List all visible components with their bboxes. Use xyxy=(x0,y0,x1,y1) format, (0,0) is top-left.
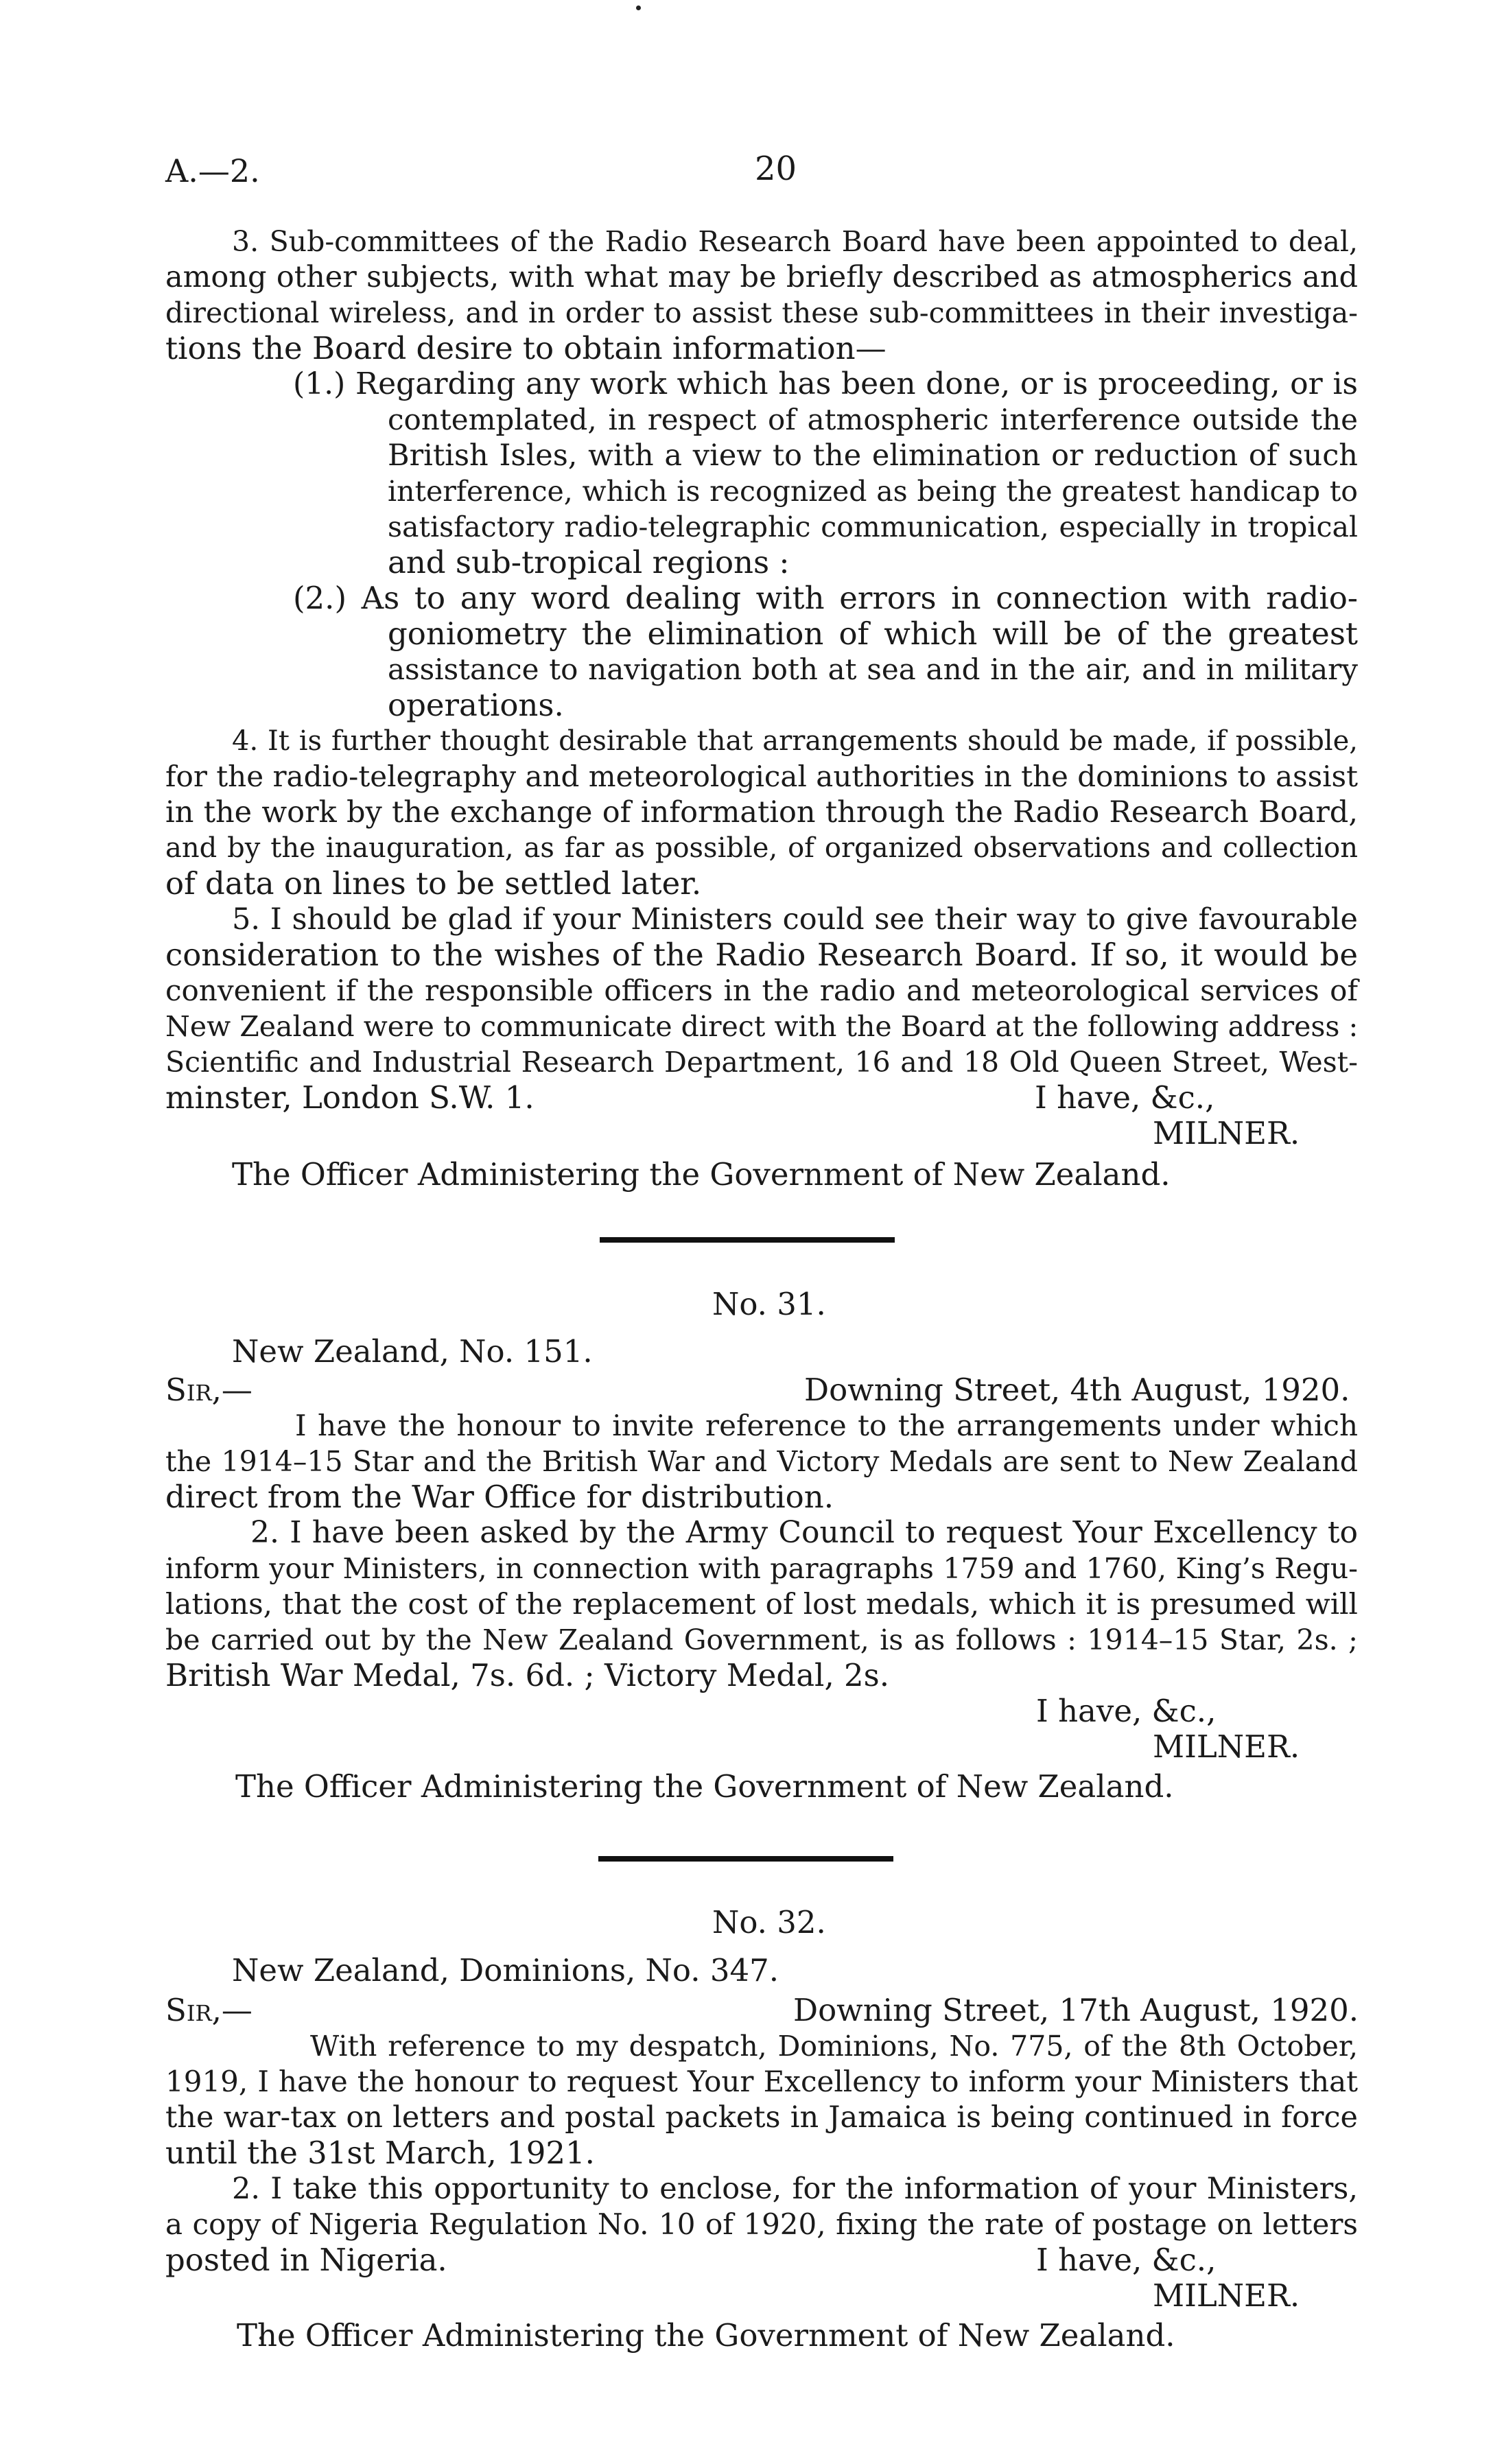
letter-reference: New Zealand, Dominions, No. 347. xyxy=(232,1952,779,1988)
paragraph-line: posted in Nigeria. xyxy=(165,2242,447,2278)
paragraph-line: inform your Ministers, in connection with paragraphs 1759 and 1760, King’s Regu- xyxy=(165,1552,1358,1585)
list-item-line: (2.) As to any word dealing with errors in connection with radio- xyxy=(293,580,1358,616)
paragraph-line: among other subjects, with what may be briefly described as atmospherics and xyxy=(165,260,1358,294)
salutation-initial: S xyxy=(165,1992,187,2028)
list-item-line: (1.) Regarding any work which has been done, or is proceeding, or is xyxy=(293,366,1358,401)
closing: I have, &c., xyxy=(1036,1693,1217,1729)
signature: MILNER. xyxy=(1153,1728,1300,1765)
page-number: 20 xyxy=(755,150,797,188)
list-item-line: goniometry the elimination of which will be of the greatest xyxy=(388,615,1358,652)
list-item-line: satisfactory radio-telegraphic communication, especially in tropical xyxy=(388,511,1358,543)
salutation-initial: S xyxy=(165,1372,187,1408)
paragraph-line: lations, that the cost of the replacement of lost medals, which it is presumed will xyxy=(165,1587,1358,1621)
paragraph-line: direct from the War Office for distribution. xyxy=(165,1479,834,1515)
signature: MILNER. xyxy=(1153,1115,1300,1151)
paragraph-line: consideration to the wishes of the Radio Research Board. If so, it would be xyxy=(165,937,1358,973)
list-item-line: contemplated, in respect of atmospheric interference outside the xyxy=(388,403,1358,436)
paragraph-line: 2. I take this opportunity to enclose, for the information of your Ministers, xyxy=(232,2172,1358,2206)
paragraph-line: tions the Board desire to obtain information— xyxy=(165,330,887,366)
place-date: Downing Street, 4th August, 1920. xyxy=(804,1372,1350,1408)
paragraph-line: British War Medal, 7s. 6d. ; Victory Medal, 2s. xyxy=(165,1657,890,1693)
addressee: The Officer Administering the Government of New Zealand. xyxy=(235,1768,1174,1805)
paragraph-line: Scientific and Industrial Research Department, 16 and 18 Old Queen Street, West- xyxy=(165,1046,1358,1079)
paragraph-line: 3. Sub-committees of the Radio Research Board have been appointed to deal, xyxy=(232,225,1358,258)
closing: I have, &c., xyxy=(1035,1079,1215,1116)
salutation xyxy=(165,1993,253,2028)
list-item-line: operations. xyxy=(388,687,564,723)
letter-number: No. 31. xyxy=(712,1286,826,1322)
paragraph-line: the war-tax on letters and postal packets in Jamaica is being continued in force xyxy=(165,2100,1358,2135)
addressee: The Officer Administering the Government of New Zealand. xyxy=(232,1156,1171,1193)
paragraph-line: for the radio-telegraphy and meteorological authorities in the dominions to assist xyxy=(165,760,1358,793)
paragraph-line: minster, London S.W. 1. xyxy=(165,1079,535,1116)
place-date: Downing Street, 17th August, 1920. xyxy=(793,1992,1359,2028)
paragraph-line: and by the inauguration, as far as possible, of organized observations and collection xyxy=(165,832,1358,864)
paragraph-line: 1919, I have the honour to request Your Excellency to inform your Ministers that xyxy=(165,2065,1358,2098)
paragraph-line: 4. It is further thought desirable that arrangements should be made, if possible, xyxy=(232,725,1358,757)
paragraph-line: a copy of Nigeria Regulation No. 10 of 1920, fixing the rate of postage on letters xyxy=(165,2207,1358,2241)
paragraph-line: directional wireless, and in order to assist these sub-committees in their investiga- xyxy=(165,296,1358,329)
paragraph-line: until the 31st March, 1921. xyxy=(165,2135,595,2171)
list-item-line: British Isles, with a view to the elimination or reduction of such xyxy=(388,438,1358,473)
salutation-rest: ir,— xyxy=(186,1372,253,1408)
list-item-line: and sub-tropical regions : xyxy=(388,544,790,580)
section-divider xyxy=(600,1237,895,1243)
letter-number: No. 32. xyxy=(712,1904,826,1940)
list-item-line: assistance to navigation both at sea and in the air, and in military xyxy=(388,653,1358,686)
salutation-rest: ir,— xyxy=(186,1992,253,2028)
letter-reference: New Zealand, No. 151. xyxy=(232,1333,593,1370)
paragraph-line: convenient if the responsible officers in the radio and meteorological services of xyxy=(165,974,1358,1007)
paragraph-line: of data on lines to be settled later. xyxy=(165,865,702,902)
list-item-line: interference, which is recognized as being the greatest handicap to xyxy=(388,475,1358,508)
closing: I have, &c., xyxy=(1036,2242,1217,2278)
signature: MILNER. xyxy=(1153,2277,1300,2314)
paragraph-line: 5. I should be glad if your Ministers could see their way to give favourable xyxy=(232,902,1358,937)
paragraph-line: 2. I have been asked by the Army Council to request Your Excellency to xyxy=(250,1515,1358,1550)
paragraph-line: New Zealand were to communicate direct with the Board at the following address : xyxy=(165,1010,1359,1043)
addressee: The Officer Administering the Government of New Zealand. xyxy=(237,2317,1175,2354)
salutation xyxy=(165,1372,253,1408)
paragraph-line: I have the honour to invite reference to the arrangements under which xyxy=(295,1409,1358,1442)
paragraph-line: the 1914–15 Star and the British War and Victory Medals are sent to New Zealand xyxy=(165,1445,1358,1478)
document-reference: A.—2. xyxy=(165,152,260,189)
paragraph-line: With reference to my despatch, Dominions, No. 775, of the 8th October, xyxy=(310,2030,1358,2063)
paragraph-line: be carried out by the New Zealand Government, is as follows : 1914–15 Star, 2s. ; xyxy=(165,1623,1358,1656)
paragraph-line: in the work by the exchange of information through the Radio Research Board, xyxy=(165,795,1358,830)
section-divider xyxy=(598,1856,893,1862)
scan-speck xyxy=(636,5,641,10)
